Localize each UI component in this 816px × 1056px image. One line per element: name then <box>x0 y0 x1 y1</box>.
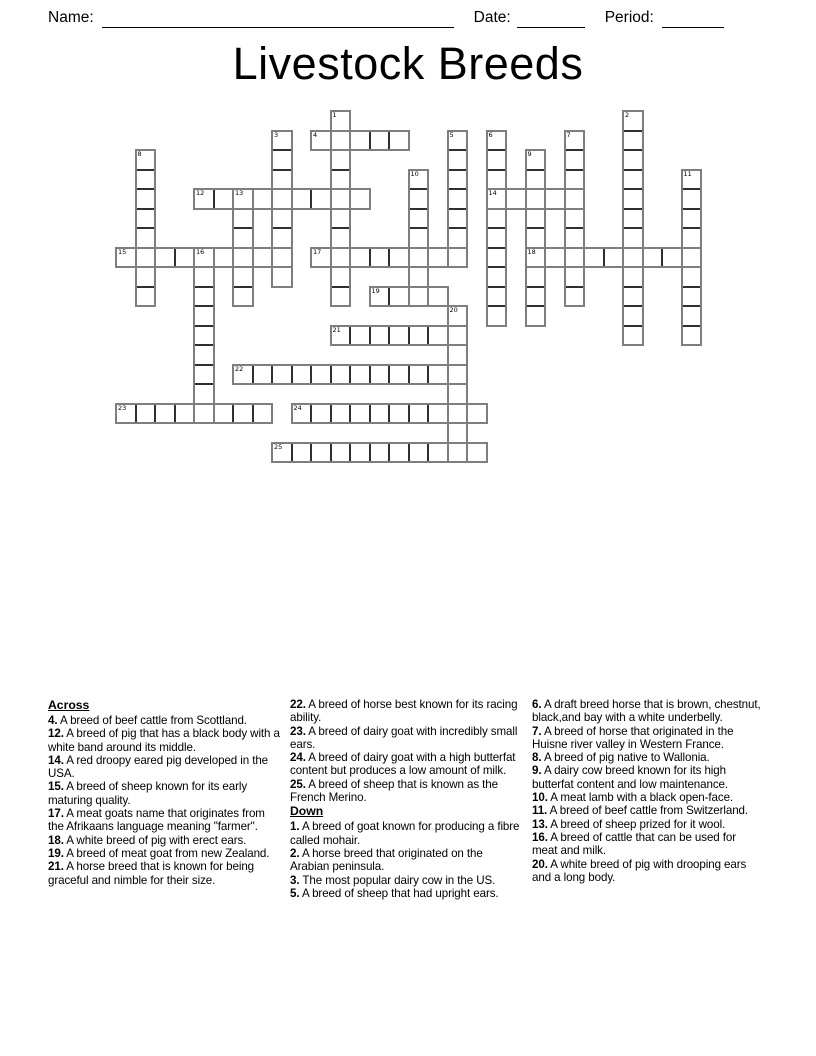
cell-number: 5 <box>449 130 454 139</box>
grid-cell[interactable] <box>136 287 156 307</box>
grid-cell[interactable] <box>682 189 702 209</box>
grid-cell[interactable] <box>409 443 429 463</box>
across-clues-heading: Across <box>48 698 90 712</box>
clue-number: 12. <box>48 727 64 741</box>
grid-cell[interactable] <box>194 404 214 424</box>
cell-number: 17 <box>313 247 322 256</box>
clue-number: 25. <box>290 777 306 791</box>
down-clues-heading: Down <box>290 804 324 819</box>
grid-cell[interactable] <box>565 170 585 190</box>
grid-cell[interactable] <box>350 404 370 424</box>
grid-cell[interactable] <box>389 443 409 463</box>
grid-cell[interactable] <box>389 365 409 385</box>
grid-cell[interactable] <box>331 365 351 385</box>
grid-cell[interactable] <box>643 248 663 268</box>
cell-number: 12 <box>196 189 205 197</box>
cell-number: 1 <box>332 111 337 119</box>
grid-cell[interactable] <box>194 306 214 326</box>
grid-cell[interactable] <box>233 209 253 229</box>
grid-cell[interactable] <box>370 248 390 268</box>
clue-across-14: 14. A red droopy eared pig developed in the USA. <box>48 753 269 781</box>
grid-cell[interactable] <box>331 209 351 229</box>
grid-cell[interactable] <box>526 209 546 229</box>
grid-cell[interactable] <box>370 404 390 424</box>
clue-number: 10. <box>532 791 548 805</box>
cell-number: 9 <box>527 150 532 158</box>
grid-cell[interactable] <box>623 326 643 346</box>
grid-cell[interactable] <box>292 365 312 385</box>
grid-cell[interactable] <box>487 306 507 326</box>
grid-cell[interactable] <box>623 228 643 248</box>
grid-cell[interactable] <box>682 326 702 346</box>
grid-cell[interactable] <box>448 170 468 190</box>
grid-cell[interactable] <box>545 248 565 268</box>
cell-number: 6 <box>488 130 493 139</box>
clue-number: 15. <box>48 780 64 794</box>
cell-number: 24 <box>293 403 302 412</box>
clue-number: 9. <box>532 764 542 778</box>
grid-cell[interactable] <box>350 189 370 209</box>
grid-cell[interactable] <box>233 248 253 268</box>
cell-number: 7 <box>566 130 571 139</box>
cell-number: 25 <box>274 442 283 451</box>
grid-cell[interactable] <box>487 170 507 190</box>
grid-cell[interactable] <box>623 131 643 151</box>
grid-cell[interactable] <box>409 365 429 385</box>
cell-number: 19 <box>371 286 380 295</box>
grid-cell[interactable] <box>331 287 351 307</box>
grid-cell[interactable] <box>214 404 234 424</box>
grid-cell[interactable] <box>389 287 409 307</box>
grid-cell[interactable] <box>350 131 370 151</box>
grid-cell[interactable] <box>487 248 507 268</box>
clue-number: 21. <box>48 860 64 874</box>
grid-cell[interactable] <box>487 150 507 170</box>
grid-cell[interactable] <box>448 150 468 170</box>
grid-cell[interactable] <box>409 267 429 287</box>
clue-across-15: 15. A breed of sheep known for its early maturing quality. <box>48 780 248 807</box>
grid-cell[interactable] <box>194 326 214 346</box>
grid-cell[interactable] <box>565 228 585 248</box>
clue-down-9: 9. A dairy cow breed known for its high butterfat content and low maintenance. <box>532 764 729 791</box>
grid-cell[interactable] <box>448 209 468 229</box>
grid-cell[interactable] <box>155 248 175 268</box>
clue-down-13: 13. A breed of sheep prized for it wool. <box>532 817 726 831</box>
grid-cell[interactable] <box>428 326 448 346</box>
grid-cell[interactable] <box>565 267 585 287</box>
grid-cell[interactable] <box>565 248 585 268</box>
grid-cell[interactable] <box>682 248 702 268</box>
grid-cell[interactable] <box>292 189 312 209</box>
grid-cell[interactable] <box>272 228 292 248</box>
grid-cell[interactable] <box>175 248 195 268</box>
grid-cell[interactable] <box>428 443 448 463</box>
grid-cell[interactable] <box>389 248 409 268</box>
cell-number: 14 <box>488 189 497 197</box>
cell-number: 8 <box>137 150 142 158</box>
cell-number: 21 <box>332 325 341 334</box>
grid-cell[interactable] <box>136 209 156 229</box>
grid-cell[interactable] <box>311 189 331 209</box>
clue-down-5: 5. A breed of sheep that had upright ears. <box>290 886 499 900</box>
grid-cell[interactable] <box>136 228 156 248</box>
grid-cell[interactable] <box>487 267 507 287</box>
grid-cell[interactable] <box>272 248 292 268</box>
grid-cell[interactable] <box>253 404 273 424</box>
clue-number: 19. <box>48 846 64 860</box>
grid-cell[interactable] <box>175 404 195 424</box>
grid-cell[interactable] <box>623 209 643 229</box>
grid-cell[interactable] <box>331 189 351 209</box>
clue-down-10: 10. A meat lamb with a black open-face. <box>532 791 734 805</box>
clue-down-20: 20. A white breed of pig with drooping ears and a long body. <box>532 857 747 884</box>
grid-cell[interactable] <box>565 287 585 307</box>
clue-down-11: 11. A breed of beef cattle from Switzerland. <box>532 804 749 818</box>
grid-cell[interactable] <box>448 326 468 346</box>
grid-cell[interactable] <box>428 404 448 424</box>
grid-cell[interactable] <box>253 248 273 268</box>
cell-number: 13 <box>235 189 244 197</box>
grid-cell[interactable] <box>272 267 292 287</box>
clue-down-6: 6. A draft breed horse that is brown, chestnut, black,and bay with a white underbelly. <box>532 698 761 725</box>
grid-cell[interactable] <box>331 150 351 170</box>
grid-cell[interactable] <box>136 267 156 287</box>
grid-cell[interactable] <box>448 423 468 443</box>
grid-cell[interactable] <box>350 326 370 346</box>
grid-cell[interactable] <box>311 404 331 424</box>
grid-cell[interactable] <box>214 248 234 268</box>
clue-number: 2. <box>290 846 300 860</box>
grid-cell[interactable] <box>448 228 468 248</box>
grid-cell[interactable] <box>233 267 253 287</box>
clue-columns <box>48 698 764 900</box>
clue-number: 7. <box>532 724 542 738</box>
clue-across-12: 12. A breed of pig that has a black body with a white band around its middle. <box>48 727 280 754</box>
clue-down-8: 8. A breed of pig native to Wallonia. <box>532 751 710 765</box>
grid-cell[interactable] <box>253 189 273 209</box>
grid-cell[interactable] <box>311 443 331 463</box>
clue-number: 14. <box>48 753 64 767</box>
clue-across-21: 21. A horse breed that is known for being graceful and nimble for their size. <box>48 860 255 887</box>
grid-cell[interactable] <box>311 365 331 385</box>
grid-cell[interactable] <box>467 404 487 424</box>
clue-number: 6. <box>532 698 542 711</box>
grid-cell[interactable] <box>233 228 253 248</box>
grid-cell[interactable] <box>409 326 429 346</box>
grid-cell[interactable] <box>233 404 253 424</box>
grid-cell[interactable] <box>389 326 409 346</box>
grid-cell[interactable] <box>272 209 292 229</box>
clue-number: 20. <box>532 857 548 871</box>
grid-cell[interactable] <box>272 189 292 209</box>
grid-cell[interactable] <box>331 228 351 248</box>
grid-cell[interactable] <box>136 248 156 268</box>
clue-number: 3. <box>290 873 300 887</box>
clue-number: 16. <box>532 830 548 844</box>
grid-cell[interactable] <box>350 248 370 268</box>
grid-cell[interactable] <box>370 326 390 346</box>
grid-cell[interactable] <box>526 306 546 326</box>
grid-cell[interactable] <box>331 443 351 463</box>
grid-cell[interactable] <box>331 131 351 151</box>
grid-cell[interactable] <box>526 267 546 287</box>
grid-cell[interactable] <box>409 228 429 248</box>
clue-number: 11. <box>532 804 548 818</box>
grid-cell[interactable] <box>623 306 643 326</box>
grid-cell[interactable] <box>448 443 468 463</box>
grid-cell[interactable] <box>370 365 390 385</box>
clue-column-3 <box>532 698 764 900</box>
cell-number: 16 <box>196 247 205 256</box>
clue-column-2 <box>290 698 522 900</box>
grid-cell[interactable] <box>428 365 448 385</box>
clue-down-2: 2. A horse breed that originated on the Arabian peninsula. <box>290 846 483 874</box>
grid-cell[interactable] <box>682 228 702 248</box>
grid-cell[interactable] <box>682 306 702 326</box>
grid-cell[interactable] <box>428 287 448 307</box>
clue-across-22: 22. A breed of horse best known for its racing ability. <box>290 698 518 725</box>
grid-cell[interactable] <box>350 443 370 463</box>
cell-number: 11 <box>683 169 692 178</box>
clue-column-1 <box>48 698 280 900</box>
grid-cell[interactable] <box>370 443 390 463</box>
grid-cell[interactable] <box>487 228 507 248</box>
cell-number: 3 <box>274 130 279 139</box>
grid-cell[interactable] <box>623 189 643 209</box>
grid-cell[interactable] <box>272 170 292 190</box>
grid-cell[interactable] <box>428 248 448 268</box>
clue-across-19: 19. A breed of meat goat from new Zealand. <box>48 846 270 860</box>
clue-number: 8. <box>532 751 542 765</box>
grid-cell[interactable] <box>194 384 214 404</box>
grid-cell[interactable] <box>370 131 390 151</box>
clue-across-23: 23. A breed of dairy goat with incredibly small ears. <box>290 724 518 751</box>
grid-cell[interactable] <box>526 189 546 209</box>
clue-down-16: 16. A breed of cattle that can be used for meat and milk. <box>532 830 737 858</box>
grid-cell[interactable] <box>448 404 468 424</box>
cell-number: 23 <box>118 403 127 412</box>
grid-cell[interactable] <box>623 150 643 170</box>
grid-cell[interactable] <box>331 248 351 268</box>
clue-across-25: 25. A breed of sheep that is known as the French Merino. <box>290 777 498 805</box>
grid-cell[interactable] <box>526 228 546 248</box>
grid-cell[interactable] <box>526 287 546 307</box>
cell-number: 2 <box>625 111 630 119</box>
grid-cell[interactable] <box>623 248 643 268</box>
grid-cell[interactable] <box>409 189 429 209</box>
clue-number: 13. <box>532 817 548 831</box>
grid-cell[interactable] <box>448 345 468 365</box>
grid-cell[interactable] <box>194 287 214 307</box>
grid-cell[interactable] <box>253 365 273 385</box>
grid-cell[interactable] <box>292 443 312 463</box>
grid-cell[interactable] <box>194 345 214 365</box>
clue-number: 18. <box>48 833 64 847</box>
cell-number: 4 <box>313 130 318 139</box>
grid-cell[interactable] <box>409 209 429 229</box>
grid-cell[interactable] <box>272 150 292 170</box>
grid-cell[interactable] <box>136 189 156 209</box>
grid-cell[interactable] <box>682 287 702 307</box>
grid-cell[interactable] <box>623 287 643 307</box>
clue-number: 17. <box>48 807 64 821</box>
grid-cell[interactable] <box>623 267 643 287</box>
grid-cell[interactable] <box>487 287 507 307</box>
grid-cell[interactable] <box>331 267 351 287</box>
grid-cell[interactable] <box>545 189 565 209</box>
clue-number: 1. <box>290 820 300 834</box>
date-label: Date: <box>473 9 511 26</box>
grid-cell[interactable] <box>448 384 468 404</box>
cell-number: 20 <box>449 306 458 314</box>
grid-cell[interactable] <box>389 404 409 424</box>
grid-cell[interactable] <box>194 267 214 287</box>
cell-number: 10 <box>410 169 419 178</box>
clue-down-1: 1. A breed of goat known for producing a fibre called mohair. <box>290 820 520 847</box>
clue-down-3: 3. The most popular dairy cow in the US. <box>290 873 496 887</box>
grid-cell[interactable] <box>487 209 507 229</box>
clue-number: 5. <box>290 886 300 900</box>
grid-cell[interactable] <box>623 170 643 190</box>
clue-number: 23. <box>290 724 306 738</box>
cell-number: 22 <box>235 364 244 373</box>
page-title: Livestock Breeds <box>232 38 584 89</box>
grid-cell[interactable] <box>448 189 468 209</box>
grid-cell[interactable] <box>584 248 604 268</box>
grid-cell[interactable] <box>448 248 468 268</box>
grid-cell[interactable] <box>682 209 702 229</box>
grid-cell[interactable] <box>604 248 624 268</box>
name-label: Name: <box>48 9 94 26</box>
grid-cell[interactable] <box>409 287 429 307</box>
clue-number: 22. <box>290 698 306 711</box>
grid-cell[interactable] <box>155 404 175 424</box>
grid-cell[interactable] <box>194 365 214 385</box>
grid-cell[interactable] <box>409 404 429 424</box>
grid-cell[interactable] <box>565 189 585 209</box>
grid-cell[interactable] <box>350 365 370 385</box>
clue-number: 24. <box>290 751 306 765</box>
grid-cell[interactable] <box>233 287 253 307</box>
clue-number: 4. <box>48 714 58 727</box>
grid-cell[interactable] <box>506 189 526 209</box>
grid-cell[interactable] <box>389 131 409 151</box>
clue-down-7: 7. A breed of horse that originated in the Huisne river valley in Western France. <box>532 724 734 751</box>
grid-cell[interactable] <box>526 170 546 190</box>
grid-cell[interactable] <box>136 170 156 190</box>
clue-across-18: 18. A white breed of pig with erect ears. <box>48 833 247 847</box>
grid-cell[interactable] <box>331 404 351 424</box>
grid-cell[interactable] <box>214 189 234 209</box>
period-label: Period: <box>604 9 654 26</box>
grid-cell[interactable] <box>682 267 702 287</box>
clue-across-24: 24. A breed of dairy goat with a high butterfat content but produces a low amount of milk. <box>290 751 516 778</box>
grid-cell[interactable] <box>272 365 292 385</box>
grid-cell[interactable] <box>136 404 156 424</box>
grid-cell[interactable] <box>448 365 468 385</box>
grid-cell[interactable] <box>565 209 585 229</box>
cell-number: 15 <box>118 247 127 256</box>
clue-across-17: 17. A meat goats name that originates from the Afrikaans language meaning "farmer". <box>48 807 265 834</box>
cell-number: 18 <box>527 247 536 256</box>
grid-cell[interactable] <box>565 150 585 170</box>
grid-cell[interactable] <box>662 248 682 268</box>
grid-cell[interactable] <box>467 443 487 463</box>
grid-cell[interactable] <box>409 248 429 268</box>
grid-cell[interactable] <box>331 170 351 190</box>
clue-across-4: 4. A breed of beef cattle from Scottland. <box>48 714 247 727</box>
